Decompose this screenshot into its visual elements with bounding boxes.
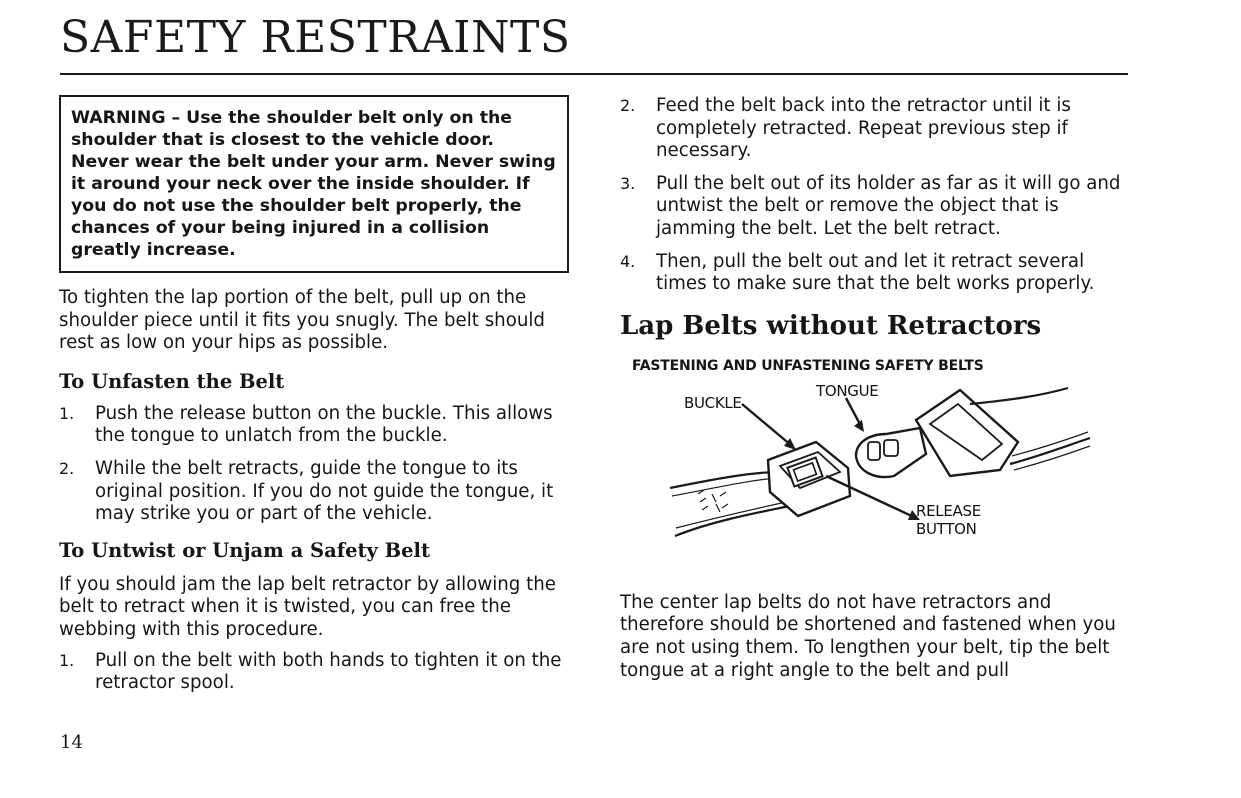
right-column bbox=[620, 95, 1132, 682]
title-rule bbox=[60, 73, 1128, 75]
page-title: SAFETY RESTRAINTS bbox=[60, 12, 571, 63]
untwist-steps bbox=[59, 650, 573, 695]
belt-illustration bbox=[620, 376, 1080, 566]
step-text: Then, pull the belt out and let it retract several times to make sure that the belt works properly. bbox=[656, 250, 1095, 295]
page-number: 14 bbox=[60, 732, 83, 753]
unfasten-heading: To Unfasten the Belt bbox=[59, 369, 285, 393]
step-text: While the belt retracts, guide the tongue to its original position. If you do not guide the tongue, it may strike you or part of the vehicle. bbox=[95, 457, 554, 525]
step-number: 1. bbox=[59, 403, 75, 423]
list-item bbox=[620, 95, 1132, 163]
untwist-paragraph: If you should jam the lap belt retractor by allowing the belt to retract when it is twisted, you can free the webbing with this procedure. bbox=[59, 573, 556, 640]
unfasten-steps bbox=[59, 403, 573, 526]
button-label: BUTTON bbox=[916, 519, 977, 538]
step-text: Pull the belt out of its holder as far as it will go and untwist the belt or remove the object that is jamming the belt. Let the belt retract. bbox=[656, 172, 1121, 239]
tongue-label: TONGUE bbox=[816, 381, 879, 400]
step-text: Pull on the belt with both hands to tighten it on the retractor spool. bbox=[95, 649, 562, 694]
release-label: RELEASE bbox=[916, 501, 981, 520]
step-number: 2. bbox=[59, 458, 75, 478]
untwist-heading: To Untwist or Unjam a Safety Belt bbox=[59, 538, 430, 562]
untwist-steps-continued bbox=[620, 95, 1132, 296]
step-number: 2. bbox=[620, 96, 636, 115]
step-text: Push the release button on the buckle. This allows the tongue to unlatch from the buckle. bbox=[95, 402, 553, 447]
list-item bbox=[59, 403, 573, 448]
list-item bbox=[620, 251, 1132, 296]
section-heading: Lap Belts without Retractors bbox=[620, 310, 1042, 341]
lap-belt-paragraph: The center lap belts do not have retractors and therefore should be shortened and fastened when you are not using them. To lengthen your belt, tip the belt tongue at a right angle to the belt and pull bbox=[620, 591, 1116, 681]
list-item bbox=[59, 650, 573, 695]
tighten-paragraph: To tighten the lap portion of the belt, pull up on the shoulder piece until it fits you snugly. The belt should rest as low on your hips as possible. bbox=[59, 287, 545, 354]
step-number: 1. bbox=[59, 650, 75, 670]
step-number: 4. bbox=[620, 251, 636, 271]
step-number: 3. bbox=[620, 173, 636, 193]
list-item bbox=[59, 458, 573, 526]
buckle-label: BUCKLE bbox=[684, 393, 742, 412]
step-text: Feed the belt back into the retractor until it is completely retracted. Repeat previous step if necessary. bbox=[656, 95, 1071, 162]
figure-caption: FASTENING AND UNFASTENING SAFETY BELTS bbox=[632, 357, 984, 374]
warning-box: WARNING – Use the shoulder belt only on the shoulder that is closest to the vehicle door. Never wear the belt under your arm. Never swing it around your neck over the inside shoulder. If you do not use the shoulder belt properly, the chances of your being injured in a collision greatly increase. bbox=[59, 95, 569, 273]
left-column bbox=[59, 95, 573, 695]
list-item bbox=[620, 173, 1132, 241]
